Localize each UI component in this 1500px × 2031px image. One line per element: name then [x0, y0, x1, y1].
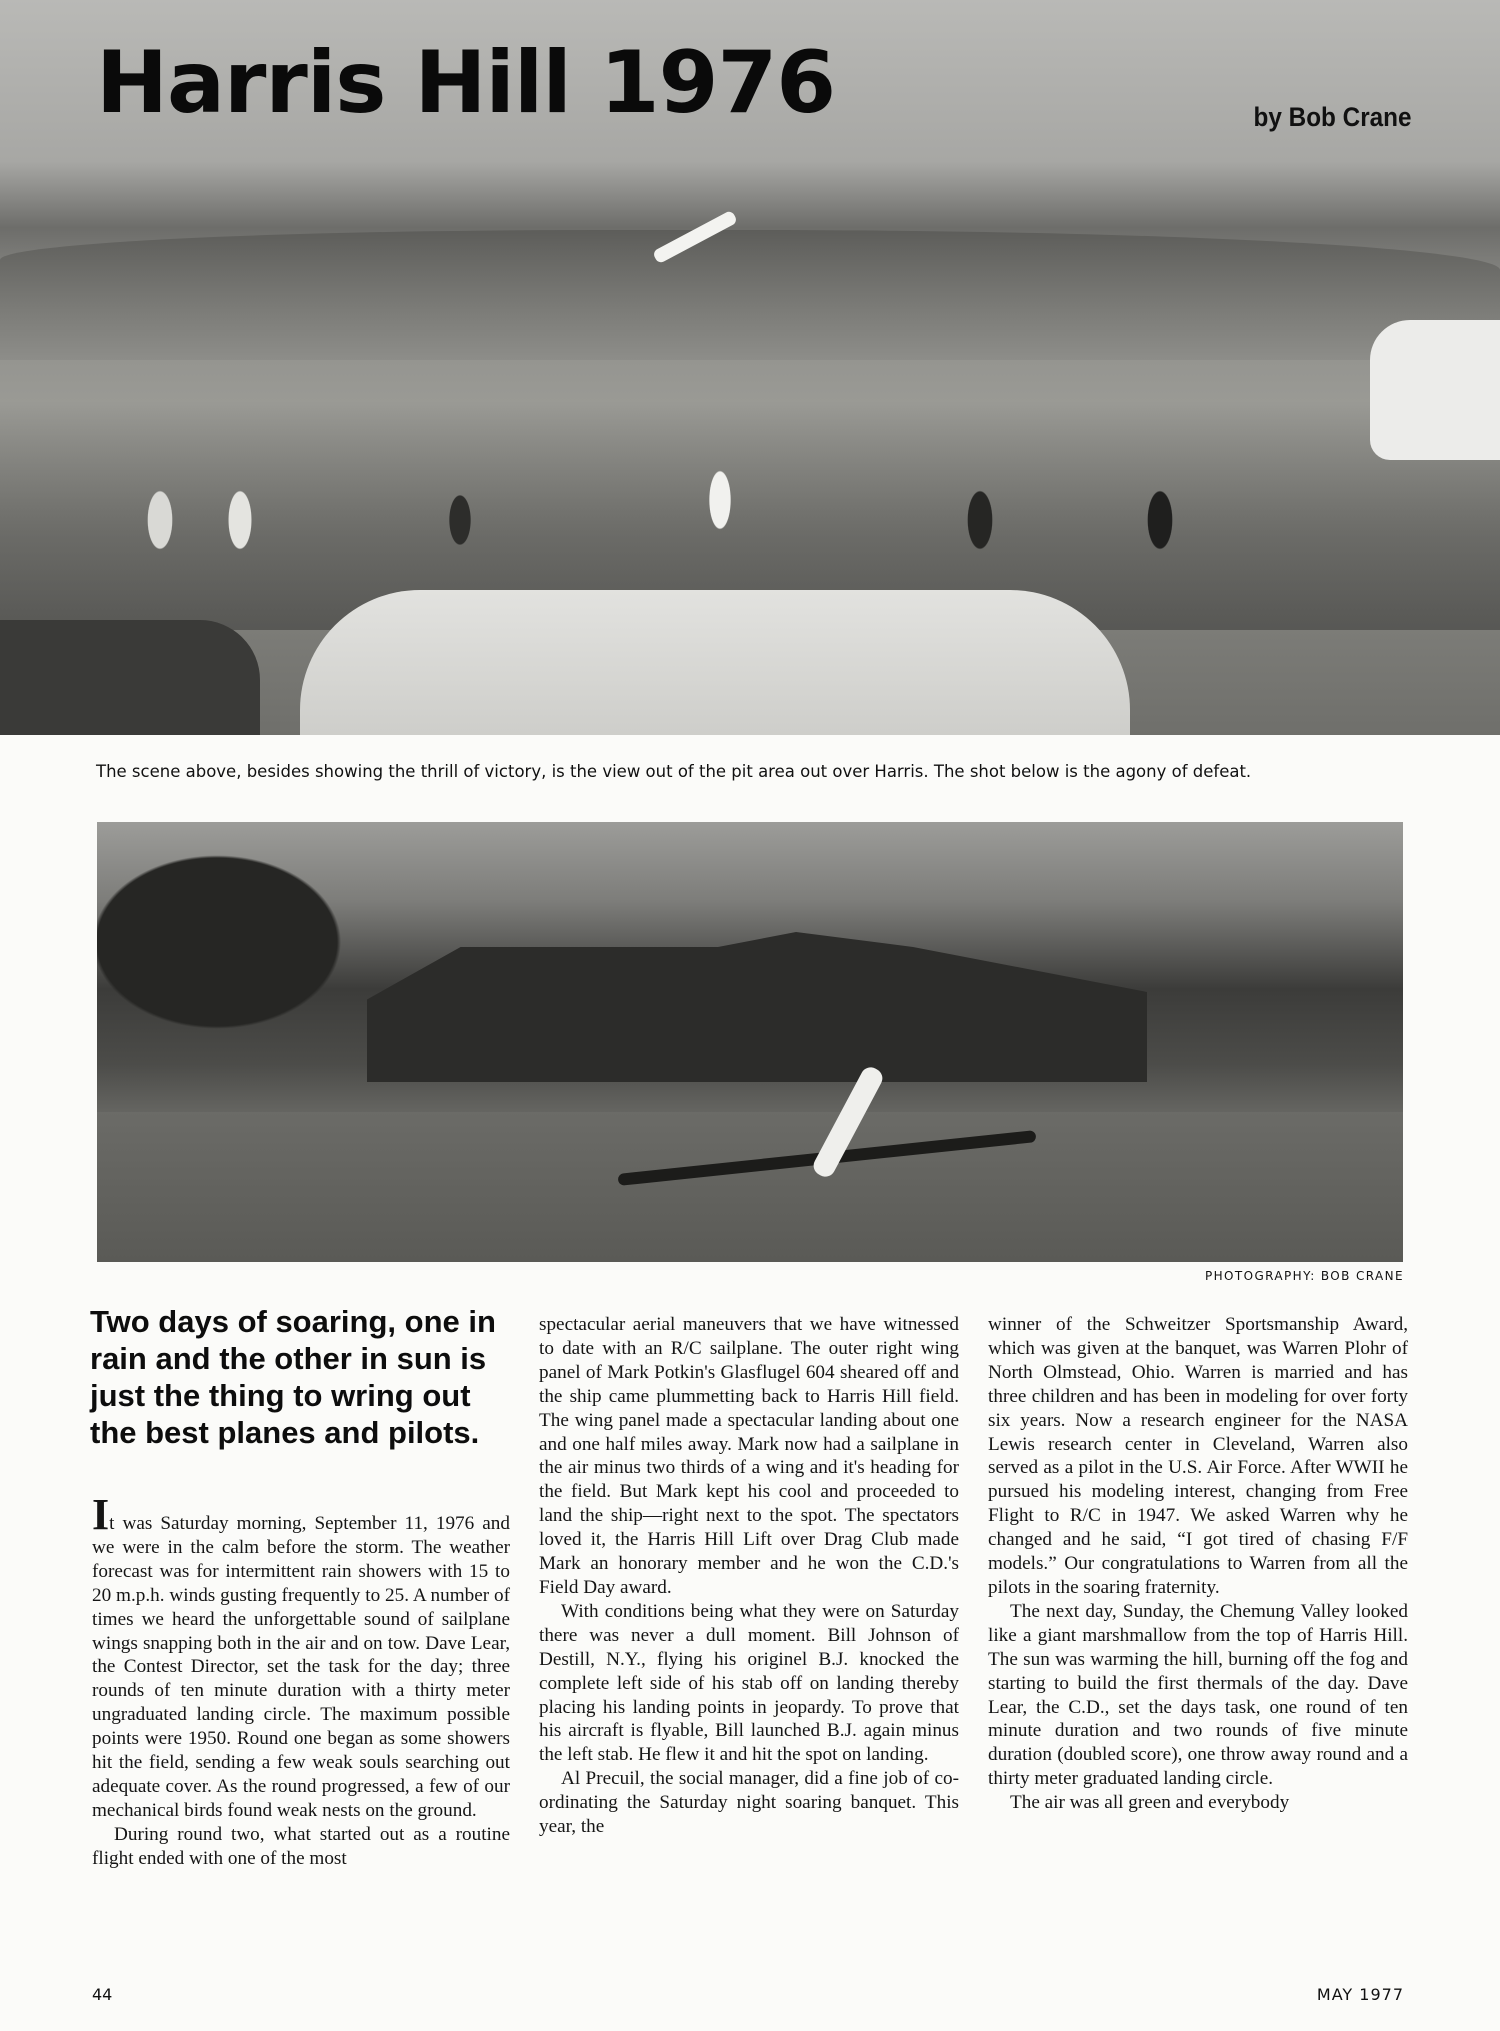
article-deck: Two days of soaring, one in rain and the other in sun is just the thing to wring out the best planes and pilots. — [90, 1304, 496, 1450]
photo-caption: The scene above, besides showing the thrill of victory, is the view out of the pit area out over Harris. The shot below is the agony of defeat. — [96, 762, 1252, 781]
paragraph: winner of the Schweitzer Sportsmanship Award, which was given at the banquet, was Warren Plohr of North Olmstead, Ohio. Warren is married and has three children and has been in modeling for over forty six years. Now a research engineer for the NASA Lewis research center in Cleveland, Warren also served as a pilot in the U.S. Air Force. After WWII he pursued his modeling interest, changing from Free Flight to R/C in 1947. We asked Warren why he changed and he said, “I got tired of chasing F/F models.” Our congratulations to Warren from all the pilots in the soaring fraternity. — [988, 1314, 1408, 1598]
byline: by Bob Crane — [1254, 102, 1412, 132]
page-number: 44 — [92, 1985, 113, 2004]
photo-lodge — [367, 932, 1147, 1082]
column-2 — [539, 1313, 959, 1839]
photo-car-roof — [300, 590, 1130, 735]
photo-van — [1370, 320, 1500, 460]
paragraph: spectacular aerial maneuvers that we have witnessed to date with an R/C sailplane. The outer right wing panel of Mark Potkin's Glasflugel 604 sheared off and the ship came plummetting back to Harris Hill field. The wing panel made a spectacular landing about one and one half miles away. Mark now had a sailplane in the air minus two thirds of a wing and it's heading for the field. But Mark kept his cool and proceeded to land the ship—right next to the spot. The spectators loved it, the Harris Hill Lift over Drag Club made Mark an honorary member and he won the C.D.'s Field Day award. — [539, 1314, 959, 1598]
photo-field — [97, 1112, 1403, 1262]
paragraph: The next day, Sunday, the Chemung Valley looked like a giant marshmallow from the top of Harris Hill. The sun was warming the hill, burning off the fog and starting to build the first thermals of the day. Dave Lear, the C.D., set the days task, one round of ten minute duration and two rounds of five minute duration (doubled score), one throw away round and a thirty meter graduated landing circle. — [988, 1600, 1408, 1790]
paragraph-text: t was Saturday morning, September 11, 1976 and we were in the calm before the storm. The weather forecast was for intermittent rain showers with 15 to 20 m.p.h. winds gusting frequently to 25. A number of times we heard the unforgettable sound of sailplane wings snapping both in the air and on tow. Dave Lear, the Contest Director, set the task for the day; three rounds of ten minute duration with a thirty meter ungraduated landing circle. The maximum possible points were 1950. Round one began as some showers hit the field, sending a few weak souls searching out adequate cover. As the round progressed, a few of our mechanical birds found weak nests on the ground. — [92, 1513, 510, 1821]
photo-car-left — [0, 620, 260, 735]
paragraph: During round two, what started out as a routine flight ended with one of the most — [92, 1823, 510, 1869]
column-1 — [92, 1490, 510, 1871]
photo-hills — [0, 230, 1500, 360]
paragraph: Al Precuil, the social manager, did a fine job of co-ordinating the Saturday night soaring banquet. This year, the — [539, 1768, 959, 1838]
second-photo — [97, 822, 1403, 1262]
column-3 — [988, 1313, 1408, 1815]
issue-date: MAY 1977 — [1316, 1985, 1404, 2004]
article-title: Harris Hill 1976 — [96, 33, 836, 133]
hero-photo — [0, 0, 1500, 735]
drop-cap: I — [92, 1490, 110, 1539]
paragraph: The air was all green and everybody — [1010, 1792, 1290, 1814]
paragraph: With conditions being what they were on Saturday there was never a dull moment. Bill Johnson of Destill, N.Y., flying his originel B.J. knocked the complete left side of his stab off on landing thereby placing his landing points in jeopardy. To prove that his aircraft is flyable, Bill launched B.J. again minus the left stab. He flew it and hit the spot on landing. — [539, 1600, 959, 1766]
photo-credit: PHOTOGRAPHY: BOB CRANE — [1204, 1269, 1404, 1283]
paragraph — [92, 1490, 510, 1823]
